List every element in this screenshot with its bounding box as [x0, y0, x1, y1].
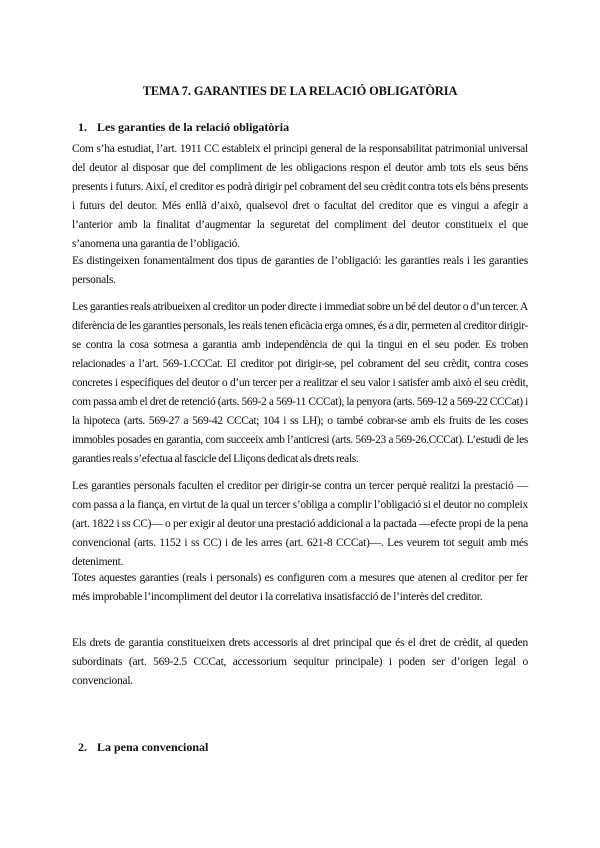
section-1-title: Les garanties de la relació obligatòria [97, 120, 290, 134]
section-2-number: 2. [78, 740, 87, 754]
paragraph-1: Com s’ha estudiat, l’art. 1911 CC estableix el principi general de la responsabilitat patrimonial universal del deutor al disposar que del compliment de les obligacions respon el deutor amb tots els seus béns presents i futurs. Així, el creditor es podrà dirigir pel cobrament del seu crèdit contra tots els béns presents i futurs del deutor. Més enllà d’això, qualsevol dret o facultat del creditor que es vingui a afegir a l’anterior amb la finalitat d’augmentar la seguretat del compliment del deutor constitueix el que s’anomena una garantia de l’obligació. [72, 143, 528, 250]
section-2-title: La pena convencional [97, 740, 209, 754]
paragraph-6: Els drets de garantia constitueixen drets accessoris al dret principal que és el dret de crèdit, al queden subordinats (art. 569-2.5 CCCat, accessorium sequitur principale) i poden ser d’origen legal o convencional. [72, 637, 528, 687]
paragraph-4: Les garanties personals faculten el creditor per dirigir-se contra un tercer perquè realitzi la prestació —com passa a la fiança, en virtut de la qual un tercer s’obliga a complir l’obligació si el deutor no compleix (art. 1822 i ss CC)— o per exigir al deutor una prestació addicional a la pactada —efecte propi de la pena convencional (arts. 1152 i ss CC) i de les arres (art. 621-8 CCCat)—. Les veurem tot seguit amb més deteniment. [72, 480, 528, 568]
paragraph-2: Es distingeixen fonamentalment dos tipus de garanties de l’obligació: les garanties reals i les garanties personals. [72, 255, 528, 286]
section-2-heading [78, 740, 208, 755]
document-title: TEMA 7. GARANTIES DE LA RELACIÓ OBLIGATÒRIA [142, 84, 458, 98]
paragraph-3: Les garanties reals atribueixen al creditor un poder directe i immediat sobre un bé del deutor o d’un tercer. A diferència de les garanties personals, les reals tenen eficàcia erga omnes, és a dir, permeten al creditor dirigir-se contra la cosa sotmesa a garantia amb independència de qui la tingui en el seu poder. Es troben relacionades a l’art. 569-1.CCCat. El creditor pot dirigir-se, pel cobrament del seu crèdit, contra coses concretes i específiques del deutor o d’un tercer per a realitzar el seu valor i satisfer amb això el seu crèdit, com passa amb el dret de retenció (arts. 569-2 a 569-11 CCCat), la penyora (arts. 569-12 a 569-22 CCCat) i la hipoteca (arts. 569-27 a 569-42 CCCat; 104 i ss LH); o també cobrar-se amb els fruits de les coses immobles posades en garantia, com succeeix amb l’anticresi (arts. 569-23 a 569-26.CCCat). L’estudi de les garanties reals s’efectua al fascicle del Lliçons dedicat als drets reals. [72, 301, 528, 465]
paragraph-5: Totes aquestes garanties (reals i personals) es configuren com a mesures que atenen al creditor per fer més improbable l’incompliment del deutor i la correlativa insatisfacció de l’interès del creditor. [72, 572, 528, 603]
section-1-number: 1. [78, 120, 87, 134]
section-1-heading [78, 120, 289, 135]
